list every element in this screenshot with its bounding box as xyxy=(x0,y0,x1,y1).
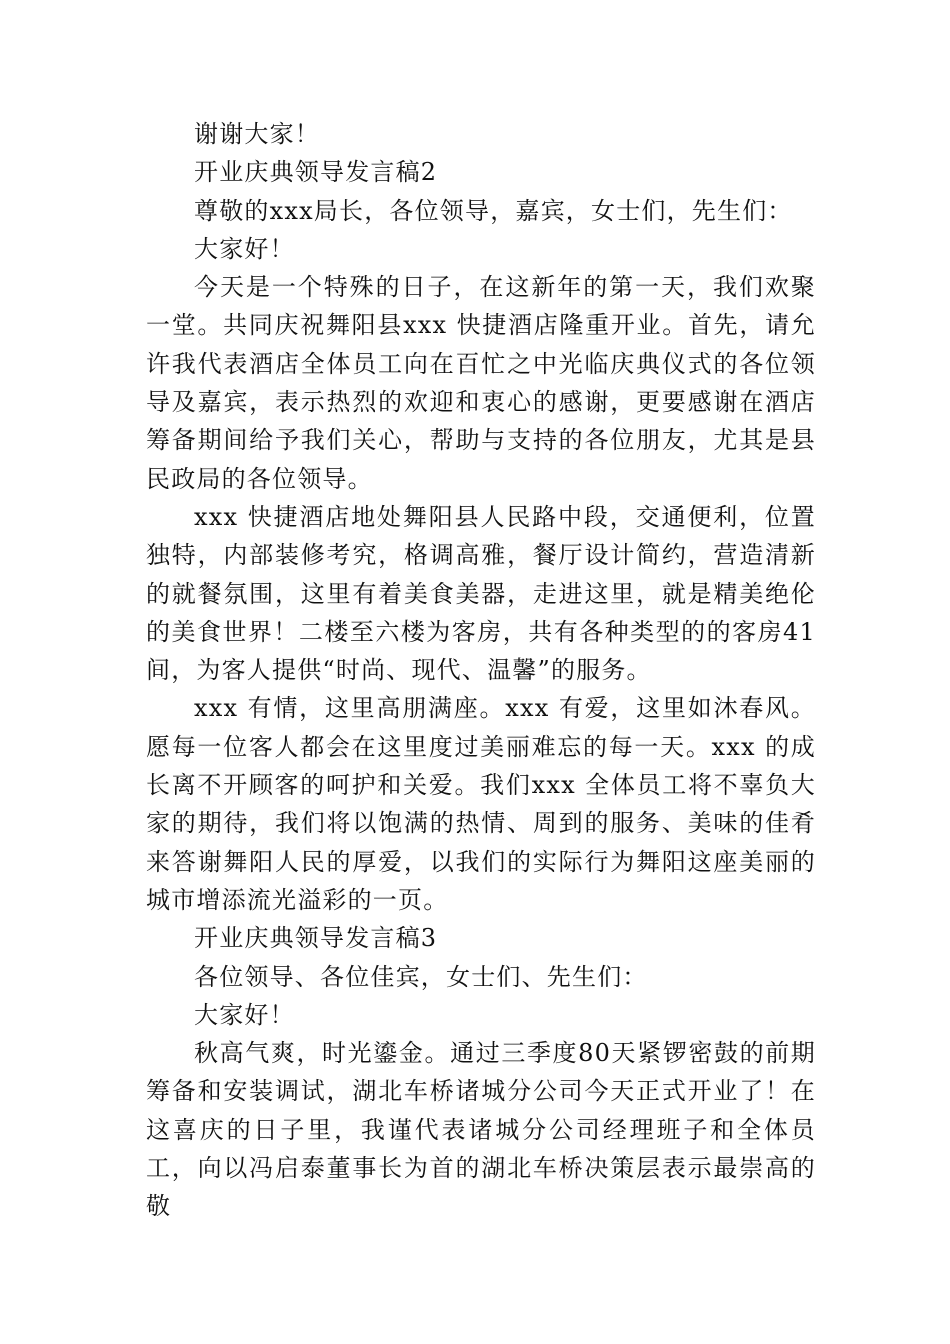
salutation-3: 各位领导、各位佳宾，女士们、先生们： xyxy=(194,962,648,991)
section-heading-3: 开业庆典领导发言稿3 xyxy=(194,924,438,953)
greeting-2: 大家好！ xyxy=(194,234,295,263)
paragraph-opening-day: 今天是一个特殊的日子，在这新年的第一天，我们欢聚一堂。共同庆祝舞阳县xxx 快捷酒店隆重开业。首先，请允许我代表酒店全体员工向在百忙之中光临庆典仪式的各位领导及嘉宾，表示热烈的欢迎和衷心的感谢，更要感谢在酒店筹备期间给予我们关心，帮助与支持的各位朋友，尤其是县民政局的各位领导。 xyxy=(146,273,816,493)
paragraph-autumn-opening: 秋高气爽，时光鎏金。通过三季度80天紧锣密鼓的前期筹备和安装调试，湖北车桥诸城分公司今天正式开业了！在这喜庆的日子里，我谨代表诸城分公司经理班子和全体员工，向以冯启泰董事长为首的湖北车桥决策层表示最崇高的敬 xyxy=(146,1039,816,1221)
body-text xyxy=(146,115,816,1226)
paragraph-closing-thanks: 谢谢大家！ xyxy=(194,120,320,148)
paragraph-hotel-description: xxx 快捷酒店地处舞阳县人民路中段，交通便利，位置独特，内部装修考究，格调高雅，餐厅设计简约，营造清新的就餐氛围，这里有着美食美器，走进这里，就是精美绝伦的美食世界！二楼至六楼为客房，共有各种类型的的客房41间，为客人提供“时尚、现代、温馨”的服务。 xyxy=(146,502,816,685)
section-heading-2: 开业庆典领导发言稿2 xyxy=(194,158,438,187)
greeting-3: 大家好！ xyxy=(194,1000,295,1029)
salutation-2: 尊敬的xxx局长，各位领导，嘉宾，女士们，先生们： xyxy=(194,196,793,225)
paragraph-commitment: xxx 有情，这里高朋满座。xxx 有爱，这里如沐春风。愿每一位客人都会在这里度过美丽难忘的每一天。xxx 的成长离不开顾客的呵护和关爱。我们xxx 全体员工将不辜负大家的期待，我们将以饱满的热情、周到的服务、美味的佳肴来答谢舞阳人民的厚爱，以我们的实际行为舞阳这座美丽的城市增添流光溢彩的一页。 xyxy=(146,694,816,914)
